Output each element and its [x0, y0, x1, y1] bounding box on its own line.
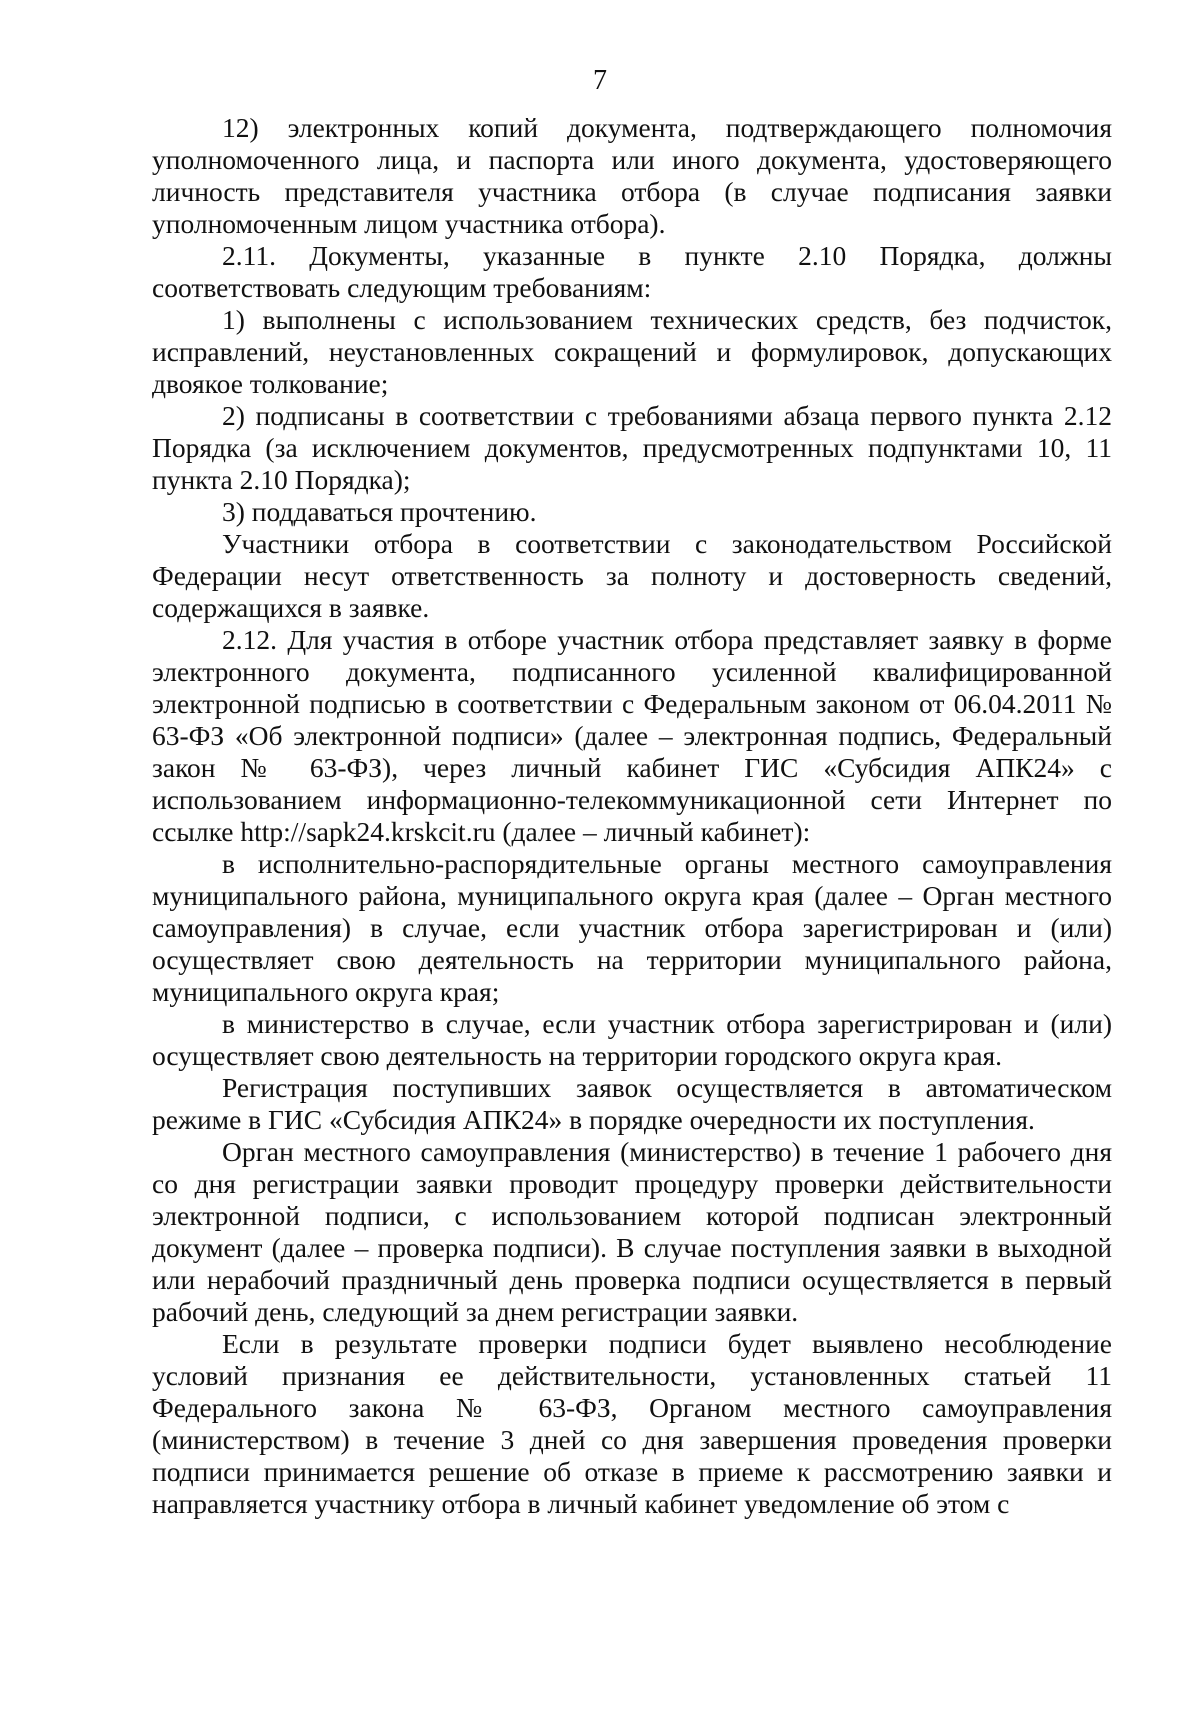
- paragraph-participants-responsibility: Участники отбора в соответствии с законодательством Российской Федерации несут ответственность за полноту и достоверность сведений, содержащихся в заявке.: [152, 528, 1112, 623]
- paragraph-ministry: в министерство в случае, если участник отбора зарегистрирован и (или) осуществляет свою деятельность на территории городского округа края.: [152, 1008, 1112, 1071]
- paragraph-2-12-application: 2.12. Для участия в отборе участник отбора представляет заявку в форме электронного документа, подписанного усиленной квалифицированной электронной подписью в соответствии с Федеральным законом от 06.04.2011 № 63-ФЗ «Об электронной подписи» (далее – электронная подпись, Федеральный закон № 63-ФЗ), через личный кабинет ГИС «Субсидия АПК24» с использованием информационно-телекоммуникационной сети Интернет по ссылке http://sapk24.krskcit.ru (далее – личный кабинет):: [152, 624, 1112, 847]
- paragraph-check-failure: Если в результате проверки подписи будет выявлено несоблюдение условий признания ее действительности, установленных статьей 11 Федерального закона № 63-ФЗ, Органом местного самоуправления (министерством) в течение 3 дней со дня завершения проведения проверки подписи принимается решение об отказе в приеме к рассмотрению заявки и направляется участнику отбора в личный кабинет уведомление об этом с: [152, 1328, 1112, 1519]
- paragraph-12-electronic-copies: 12) электронных копий документа, подтверждающего полномочия уполномоченного лица, и паспорта или иного документа, удостоверяющего личность представителя участника отбора (в случае подписания заявки уполномоченным лицом участника отбора).: [152, 112, 1112, 239]
- paragraph-2-11-requirements: 2.11. Документы, указанные в пункте 2.10 Порядка, должны соответствовать следующим требованиям:: [152, 240, 1112, 303]
- paragraph-requirement-2: 2) подписаны в соответствии с требованиями абзаца первого пункта 2.12 Порядка (за исключением документов, предусмотренных подпунктами 10, 11 пункта 2.10 Порядка);: [152, 400, 1112, 495]
- paragraph-requirement-3: 3) поддаваться прочтению.: [222, 496, 537, 527]
- paragraph-local-government: в исполнительно-распорядительные органы местного самоуправления муниципального района, муниципального округа края (далее – Орган местного самоуправления) в случае, если участник отбора зарегистрирован и (или) осуществляет свою деятельность на территории муниципального района, муниципального округа края;: [152, 848, 1112, 1007]
- paragraph-requirement-1: 1) выполнены с использованием технических средств, без подчисток, исправлений, неустановленных сокращений и формулировок, допускающих двоякое толкование;: [152, 304, 1112, 399]
- page-number: 7: [593, 65, 607, 96]
- paragraph-signature-check: Орган местного самоуправления (министерство) в течение 1 рабочего дня со дня регистрации заявки проводит процедуру проверки действительности электронной подписи, с использованием которой подписан электронный документ (далее – проверка подписи). В случае поступления заявки в выходной или нерабочий праздничный день проверка подписи осуществляется в первый рабочий день, следующий за днем регистрации заявки.: [152, 1136, 1112, 1327]
- paragraph-registration: Регистрация поступивших заявок осуществляется в автоматическом режиме в ГИС «Субсидия АПК24» в порядке очередности их поступления.: [152, 1072, 1112, 1135]
- document-body: [152, 112, 1112, 1520]
